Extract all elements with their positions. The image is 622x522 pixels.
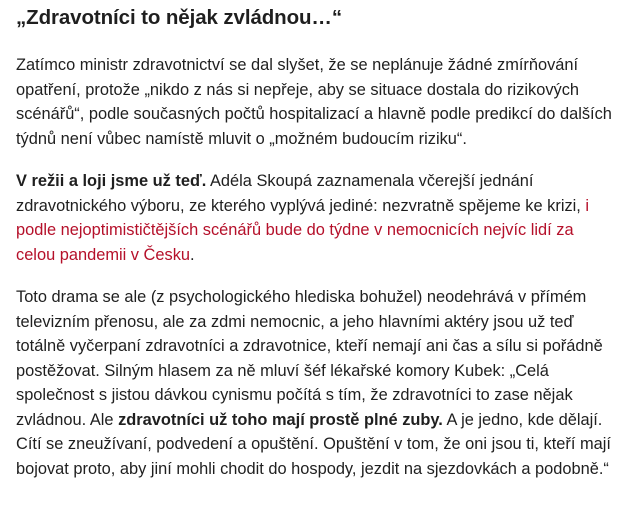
article-heading: „Zdravotníci to nějak zvládnou…“ <box>16 6 342 29</box>
paragraph-3-end: A je jedno, kde dělají. Cítí se zneužívaní, podvedení a opuštění. Opuštění v tom, že oni jsou ti, kteří mají bojovat proto, aby jiní mohli chodit do hospody, jezdit na sjezdovkách a podobně.“ <box>16 410 611 478</box>
paragraph-3 <box>16 285 616 481</box>
paragraph-3-emphasis: zdravotníci už toho mají prostě plné zuby. <box>118 410 443 429</box>
paragraph-1: Zatímco ministr zdravotnictví se dal slyšet, že se neplánuje žádné zmírňování opatření, protože „nikdo z nás si nepřeje, aby se situace dostala do rizikových scénářů“, podle současných počtů hospitalizací a hlavně podle predikcí do dalších týdnů není vůbec namístě mluvit o „možném budoucím riziku“. <box>16 56 612 148</box>
paragraph-2 <box>16 169 616 267</box>
paragraph-2-lead: V režii a loji jsme už teď. <box>16 172 207 190</box>
paragraph-2-text: Adéla Skoupá zaznamenala včerejší jednání zdravotnického výboru, ze kterého vyplývá jediné: nezvratně spějeme ke krizi, <box>16 172 581 215</box>
article-body <box>16 0 616 481</box>
paragraph-3-text: Toto drama se ale (z psychologického hlediska bohužel) neodehrává v přímém televizním přenosu, ale za zdmi nemocnic, a jeho hlavními aktéry jsou už teď totálně vyčerpaní zdravotníci a zdravotnice, kteří nemají ani čas a sílu si pořádně postěžovat. Silným hlasem za ně mluví šéf lékařské komory Kubek: „Celá společnost s jistou dávkou cynismu počítá s tím, že zdravotníci to zase nějak zvládnou. Ale <box>16 288 603 429</box>
paragraph-2-end: . <box>190 245 195 264</box>
article-link[interactable]: i podle nejoptimističtějších scénářů bude do týdne v nemocnicích nejvíc lidí za celou pandemii v Česku <box>16 196 590 264</box>
